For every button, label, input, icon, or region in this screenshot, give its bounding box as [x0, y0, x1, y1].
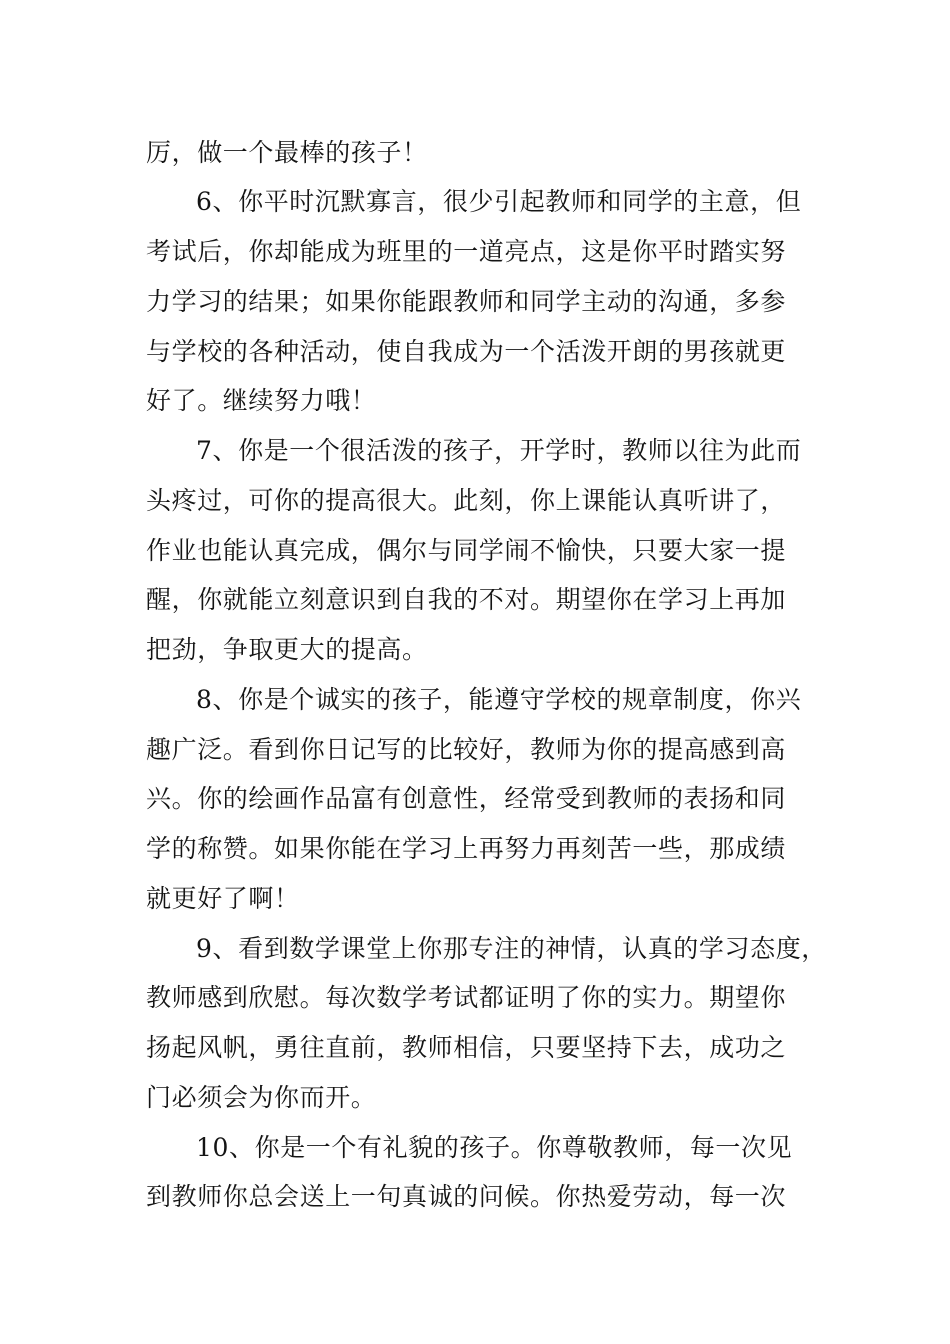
text-line: 作业也能认真完成，偶尔与同学闹不愉快，只要大家一提 — [146, 536, 787, 565]
paragraph-10-start: 10、你是一个有礼貌的孩子。你尊敬教师，每一次见 — [196, 1133, 793, 1162]
text-line: 教师感到欣慰。每次数学考试都证明了你的实力。期望你 — [146, 983, 787, 1012]
text-line: 兴。你的绘画作品富有创意性，经常受到教师的表扬和同 — [146, 784, 787, 813]
text-line: 把劲，争取更大的提高。 — [146, 635, 428, 664]
text-line: 学的称赞。如果你能在学习上再努力再刻苦一些，那成绩 — [146, 834, 787, 863]
text-line: 醒，你就能立刻意识到自我的不对。期望你在学习上再加 — [146, 585, 787, 614]
text-line: 好了。继续努力哦！ — [146, 386, 377, 415]
paragraph-9-start: 9、看到数学课堂上你那专注的神情，认真的学习态度， — [196, 934, 827, 963]
text-line: 门必须会为你而开。 — [146, 1083, 377, 1112]
paragraph-8-start: 8、你是个诚实的孩子，能遵守学校的规章制度，你兴 — [196, 685, 802, 714]
text-line: 扬起风帆，勇往直前，教师相信，只要坚持下去，成功之 — [146, 1033, 787, 1062]
text-line: 趣广泛。看到你日记写的比较好，教师为你的提高感到高 — [146, 735, 787, 764]
paragraph-6-start: 6、你平时沉默寡言，很少引起教师和同学的主意，但 — [196, 187, 802, 216]
text-line: 与学校的各种活动，使自我成为一个活泼开朗的男孩就更 — [146, 337, 787, 366]
text-line: 到教师你总会送上一句真诚的问候。你热爱劳动，每一次 — [146, 1182, 787, 1211]
text-line: 考试后，你却能成为班里的一道亮点，这是你平时踏实努 — [146, 237, 787, 266]
text-line: 力学习的结果；如果你能跟教师和同学主动的沟通，多参 — [146, 287, 787, 316]
text-line: 头疼过，可你的提高很大。此刻，你上课能认真听讲了， — [146, 486, 787, 515]
paragraph-7-start: 7、你是一个很活泼的孩子，开学时，教师以往为此而 — [196, 436, 802, 465]
text-line: 就更好了啊！ — [146, 884, 300, 913]
text-line: 厉，做一个最棒的孩子！ — [146, 138, 428, 167]
